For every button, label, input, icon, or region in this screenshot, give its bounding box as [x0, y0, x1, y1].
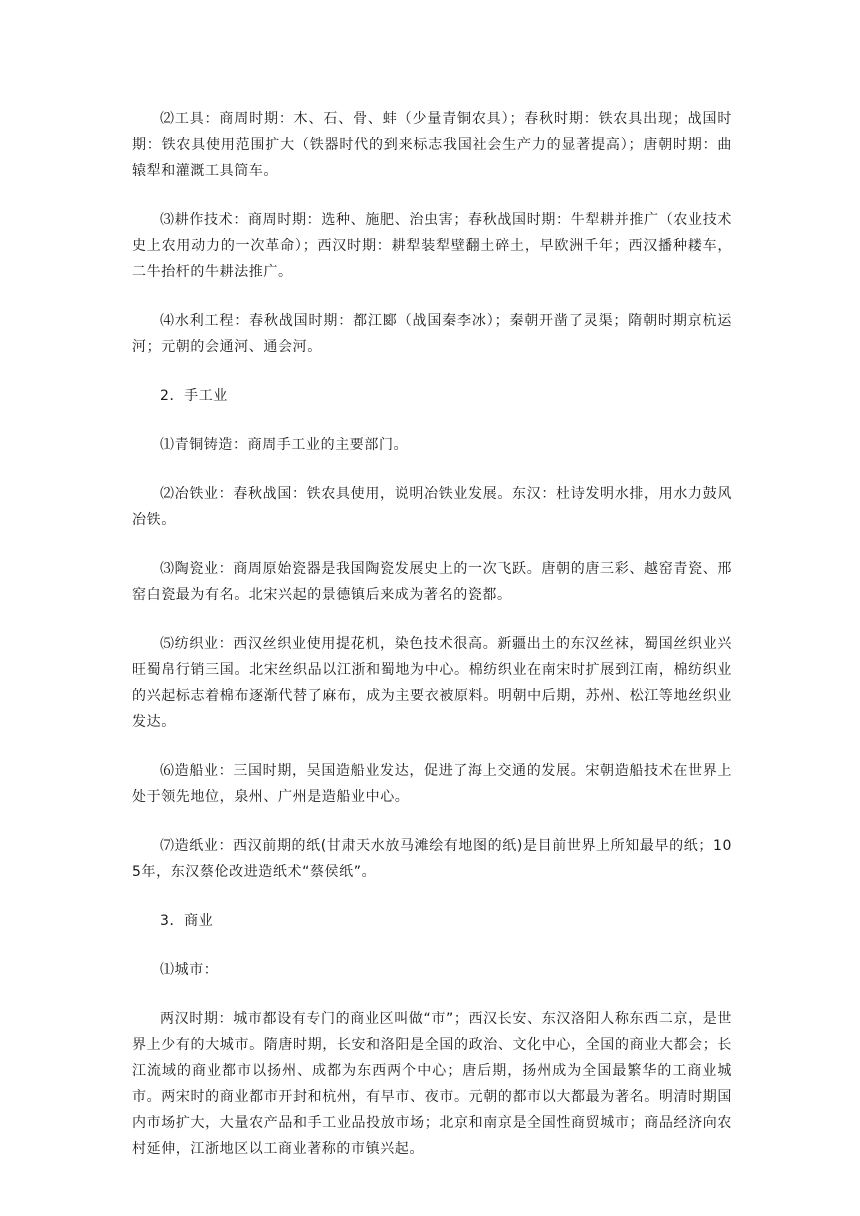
section-heading-handicraft: 2．手工业: [160, 388, 228, 404]
paragraph-water-conservancy: ⑷水利工程：春秋战国时期：都江郾（战国秦李冰）；秦朝开凿了灵渠；隋朝时期京杭运河；元朝的会通河、通会河。: [132, 313, 732, 355]
paragraph-shipbuilding: ⑹造船业：三国时期，吴国造船业发达，促进了海上交通的发展。宋朝造船技术在世界上处于领先地位，泉州、广州是造船业中心。: [132, 763, 732, 805]
paragraph-ceramics: ⑶陶瓷业：商周原始瓷器是我国陶瓷发展史上的一次飞跃。唐朝的唐三彩、越窑青瓷、邢窑白瓷最为有名。北宋兴起的景德镇后来成为著名的瓷都。: [132, 561, 732, 603]
document-page: [132, 106, 732, 1185]
paragraph-papermaking: ⑺造纸业：西汉前期的纸(甘肃天水放马滩绘有地图的纸)是目前世界上所知最早的纸；105年，东汉蔡伦改进造纸术“蔡侯纸”。: [132, 838, 732, 880]
paragraph-cities: 两汉时期：城市都设有专门的商业区叫做“市”；西汉长安、东汉洛阳人称东西二京，是世界上少有的大城市。隋唐时期，长安和洛阳是全国的政治、文化中心，全国的商业大都会；长江流域的商业都市以扬州、成都为东西两个中心；唐后期，扬州成为全国最繁华的工商业城市。两宋时的商业都市开封和杭州，有早市、夜市。元朝的都市以大都最为著名。明清时期国内市场扩大，大量农产品和手工业品投放市场；北京和南京是全国性商贸城市；商品经济向农村延伸，江浙地区以工商业著称的市镇兴起。: [132, 1011, 732, 1157]
section-heading-commerce: 3．商业: [160, 913, 214, 929]
paragraph-textile: ⑸纺织业：西汉丝织业使用提花机，染色技术很高。新疆出土的东汉丝袜，蜀国丝织业兴旺蜀帛行销三国。北宋丝织品以江浙和蜀地为中心。棉纺织业在南宋时扩展到江南，棉纺织业的兴起标志着棉布逐渐代替了麻布，成为主要衣被原料。明朝中后期，苏州、松江等地丝织业发达。: [132, 636, 732, 730]
paragraph-bronze-casting: ⑴青铜铸造：商周手工业的主要部门。: [160, 437, 409, 453]
paragraph-farming-technology: ⑶耕作技术：商周时期：选种、施肥、治虫害；春秋战国时期：牛犁耕并推广（农业技术史上农用动力的一次革命）；西汉时期：耕犁装犁壁翻土碎土，早欧洲千年；西汉播种耧车，二牛抬杆的牛耕法推广。: [132, 212, 732, 280]
paragraph-tools: ⑵工具：商周时期：木、石、骨、蚌（少量青铜农具）；春秋时期：铁农具出现；战国时期：铁农具使用范围扩大（铁器时代的到来标志我国社会生产力的显著提高）；唐朝时期：曲辕犁和灌溉工具筒车。: [132, 111, 732, 179]
paragraph-iron-smelting: ⑵冶铁业：春秋战国：铁农具使用，说明冶铁业发展。东汉：杜诗发明水排，用水力鼓风冶铁。: [132, 486, 732, 528]
subheading-cities: ⑴城市：: [160, 962, 219, 978]
